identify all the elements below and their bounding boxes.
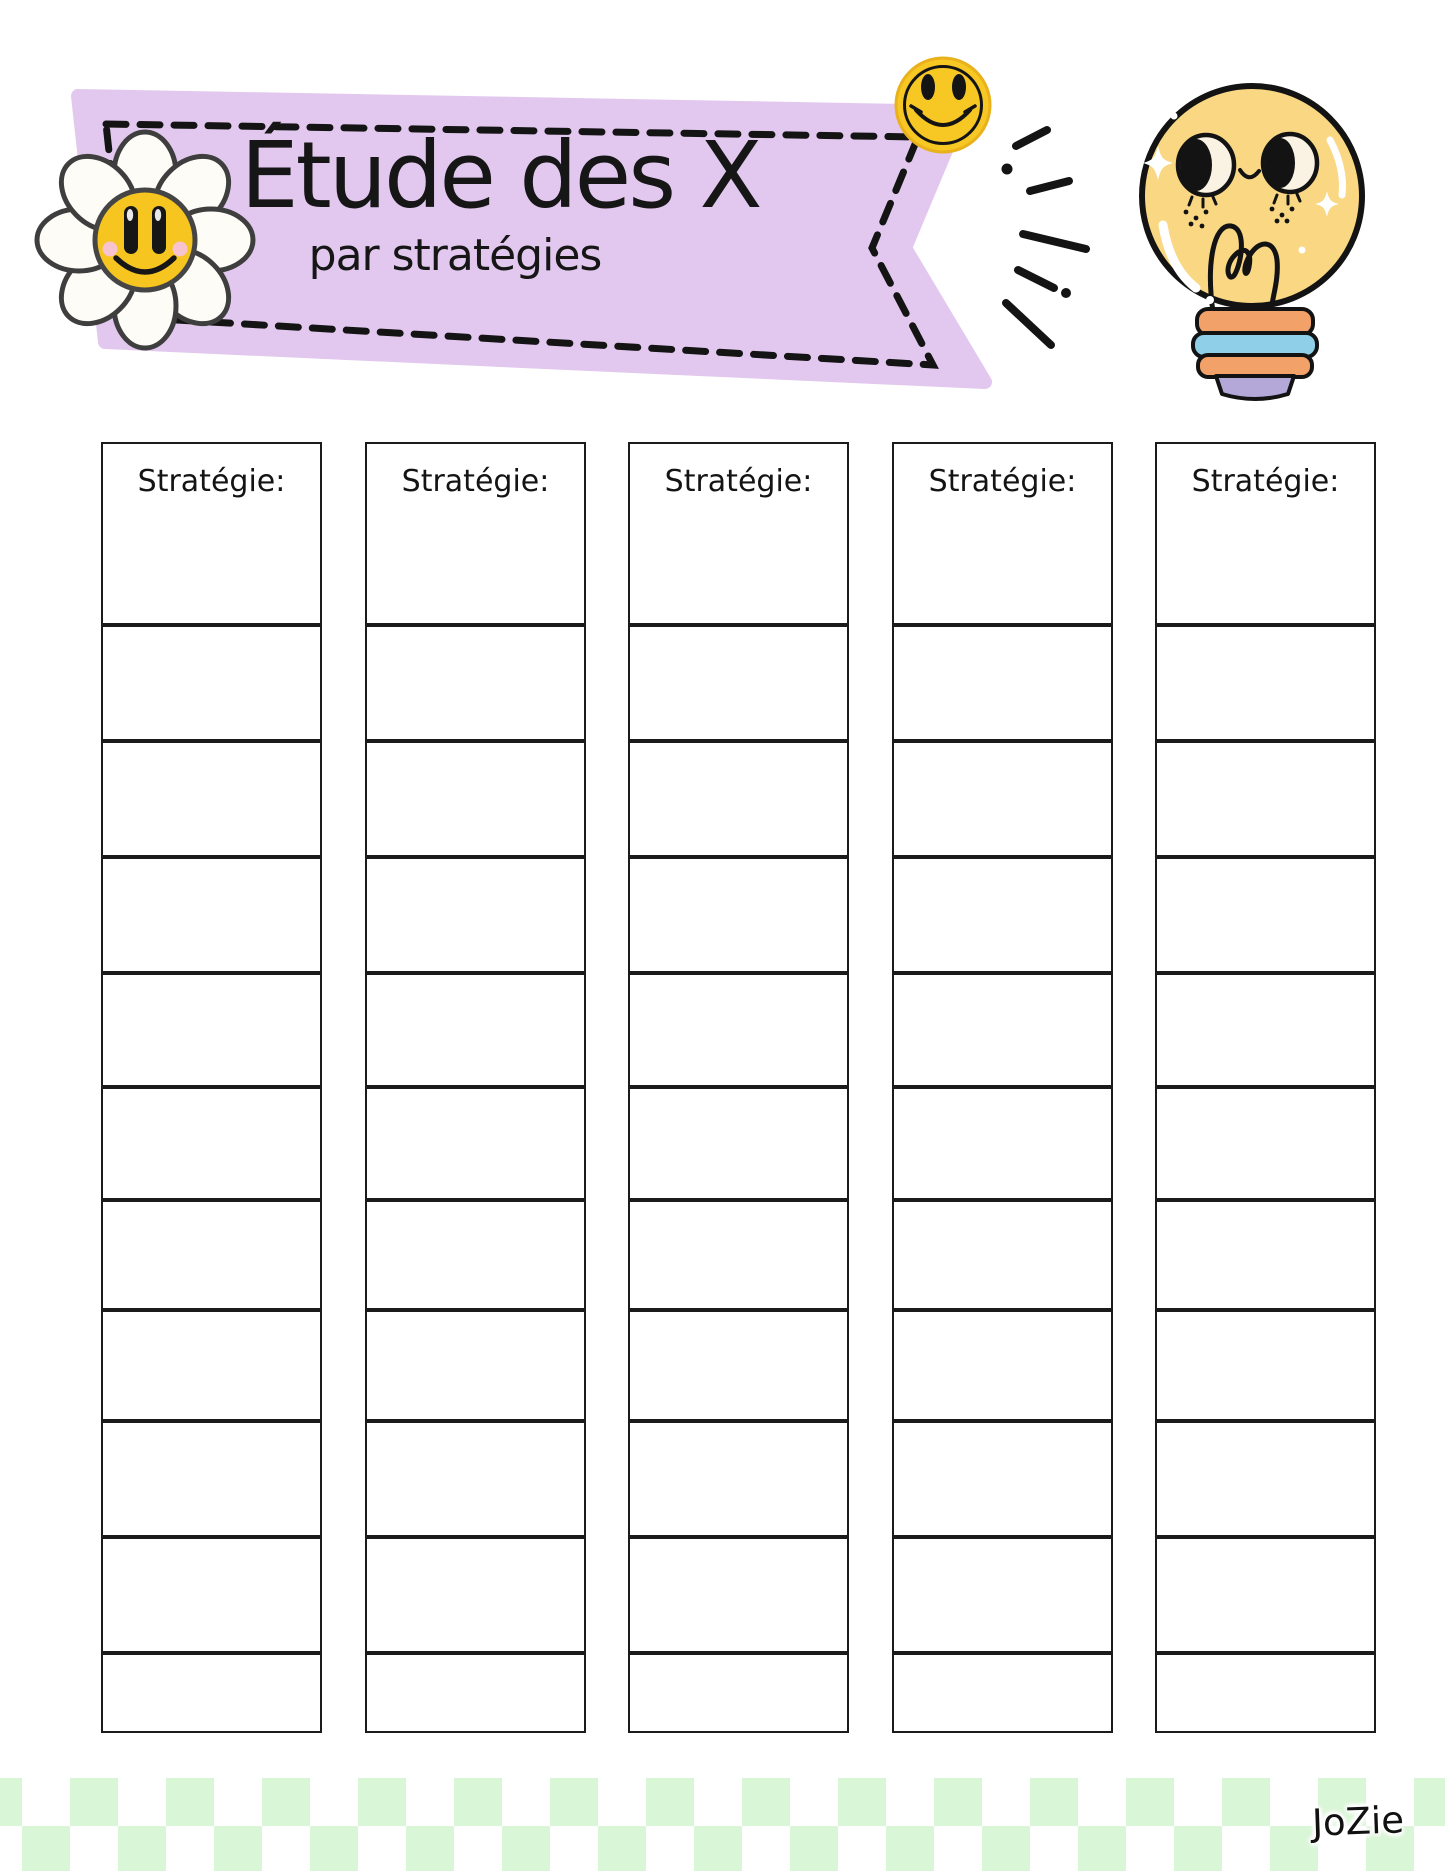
table-cell-empty — [1155, 1537, 1376, 1653]
brand-logo: JoZie — [1311, 1798, 1405, 1845]
strategy-column — [892, 442, 1113, 1733]
strategy-column — [101, 442, 322, 1733]
table-cell-empty — [365, 973, 586, 1087]
table-cell-empty — [101, 1200, 322, 1310]
table-cell-empty — [101, 1537, 322, 1653]
column-header-label: Stratégie: — [664, 464, 813, 499]
table-cell-empty — [892, 1200, 1113, 1310]
table-cell-empty — [1155, 1653, 1376, 1733]
column-header-cell — [892, 442, 1113, 625]
table-cell-empty — [1155, 1087, 1376, 1200]
table-cell-empty — [628, 1537, 849, 1653]
table-cell-empty — [1155, 625, 1376, 741]
table-cell-empty — [1155, 1310, 1376, 1421]
table-cell-empty — [365, 1653, 586, 1733]
table-cell-empty — [365, 1310, 586, 1421]
strategy-column — [1155, 442, 1376, 1733]
table-cell-empty — [892, 1087, 1113, 1200]
table-cell-empty — [628, 1087, 849, 1200]
table-cell-empty — [101, 857, 322, 973]
table-cell-empty — [365, 1537, 586, 1653]
strategy-column — [365, 442, 586, 1733]
table-cell-empty — [628, 1653, 849, 1733]
table-cell-empty — [892, 1537, 1113, 1653]
column-header-label: Stratégie: — [137, 464, 286, 499]
table-cell-empty — [101, 1087, 322, 1200]
table-cell-empty — [628, 857, 849, 973]
table-cell-empty — [892, 625, 1113, 741]
table-cell-empty — [628, 1421, 849, 1537]
footer-checker-band — [0, 1778, 1445, 1871]
table-cell-empty — [1155, 973, 1376, 1087]
table-cell-empty — [365, 1421, 586, 1537]
table-cell-empty — [101, 973, 322, 1087]
table-cell-empty — [628, 625, 849, 741]
table-cell-empty — [101, 625, 322, 741]
column-header-label: Stratégie: — [401, 464, 550, 499]
column-header-cell — [101, 442, 322, 625]
table-cell-empty — [892, 857, 1113, 973]
column-header-cell — [628, 442, 849, 625]
page-title: Étude des X — [240, 122, 760, 229]
table-cell-empty — [101, 741, 322, 857]
page-subtitle: par stratégies — [308, 230, 602, 281]
table-cell-empty — [101, 1310, 322, 1421]
table-cell-empty — [892, 1310, 1113, 1421]
table-cell-empty — [892, 1421, 1113, 1537]
table-cell-empty — [1155, 1200, 1376, 1310]
table-cell-empty — [1155, 1421, 1376, 1537]
table-cell-empty — [101, 1421, 322, 1537]
table-cell-empty — [101, 1653, 322, 1733]
table-cell-empty — [1155, 741, 1376, 857]
strategy-column — [628, 442, 849, 1733]
table-cell-empty — [628, 741, 849, 857]
column-header-label: Stratégie: — [928, 464, 1077, 499]
column-header-cell — [1155, 442, 1376, 625]
table-cell-empty — [365, 625, 586, 741]
table-cell-empty — [365, 1200, 586, 1310]
table-cell-empty — [892, 1653, 1113, 1733]
column-header-cell — [365, 442, 586, 625]
table-cell-empty — [628, 1310, 849, 1421]
table-cell-empty — [628, 973, 849, 1087]
table-cell-empty — [628, 1200, 849, 1310]
table-cell-empty — [365, 1087, 586, 1200]
table-cell-empty — [892, 741, 1113, 857]
column-header-label: Stratégie: — [1191, 464, 1340, 499]
table-cell-empty — [365, 741, 586, 857]
table-cell-empty — [892, 973, 1113, 1087]
table-cell-empty — [1155, 857, 1376, 973]
table-cell-empty — [365, 857, 586, 973]
